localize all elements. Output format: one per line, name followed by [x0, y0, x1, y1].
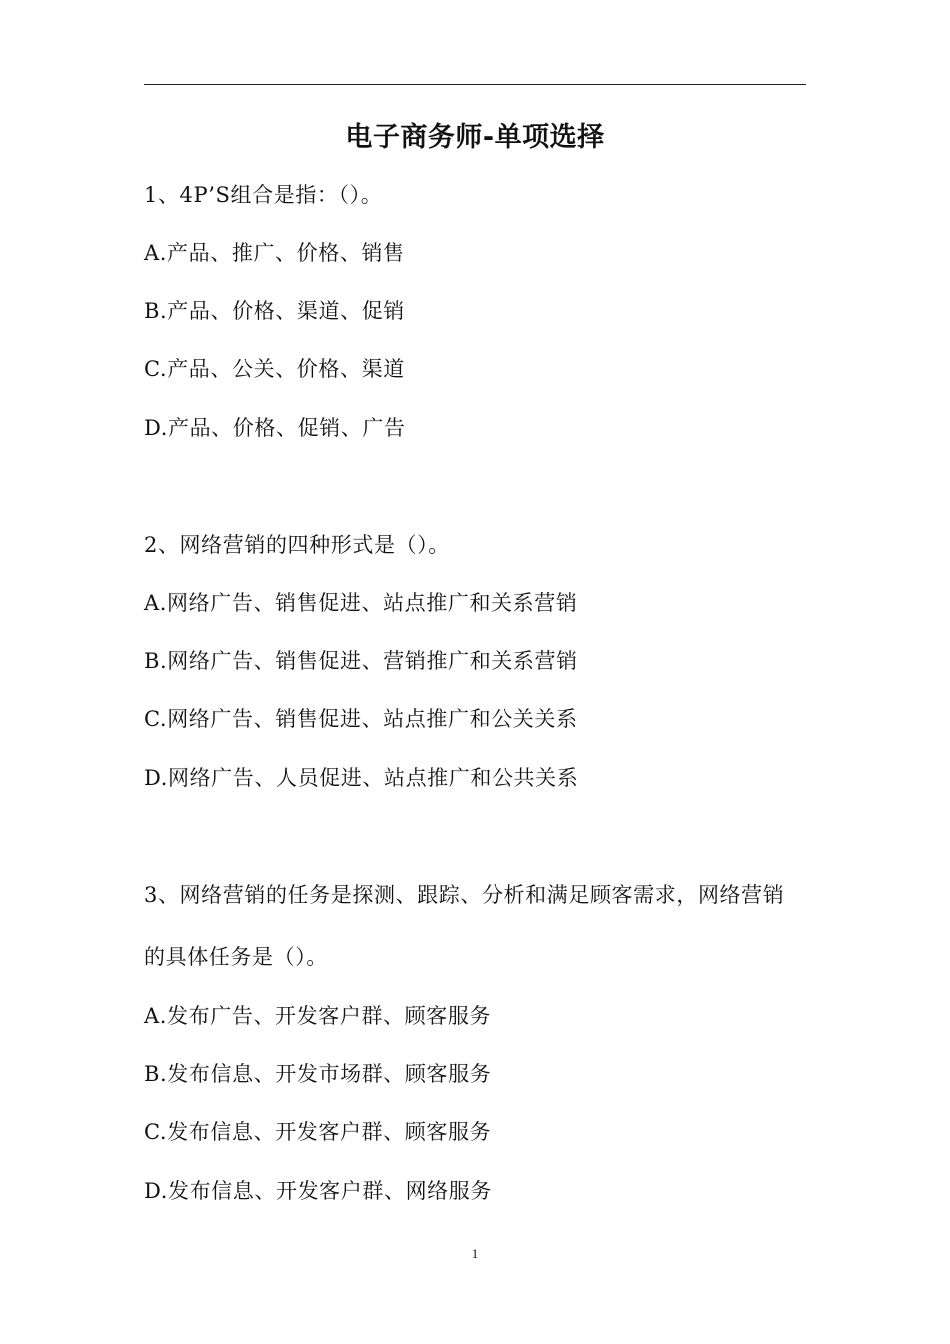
- question-2-option-c: C.网络广告、销售促进、站点推广和公关关系: [144, 707, 578, 731]
- question-1-option-b: B.产品、价格、渠道、促销: [144, 299, 405, 323]
- question-3-option-b: B.发布信息、开发市场群、顾客服务: [144, 1062, 492, 1086]
- question-1-stem: 1、4P’S组合是指：（）。: [144, 183, 383, 207]
- question-3-stem-line-1: 3、网络营销的任务是探测、跟踪、分析和满足顾客需求，网络营销: [144, 883, 785, 907]
- header-rule: [144, 84, 806, 85]
- question-2-option-b: B.网络广告、销售促进、营销推广和关系营销: [144, 649, 578, 673]
- question-2-option-a: A.网络广告、销售促进、站点推广和关系营销: [144, 591, 578, 615]
- question-3-option-d: D.发布信息、开发客户群、网络服务: [144, 1179, 492, 1203]
- question-3-stem-line-2: 的具体任务是（）。: [144, 945, 328, 969]
- question-1-option-c: C.产品、公关、价格、渠道: [144, 357, 405, 381]
- question-3-option-a: A.发布广告、开发客户群、顾客服务: [144, 1004, 492, 1028]
- question-1-option-d: D.产品、价格、促销、广告: [144, 416, 406, 440]
- question-2-stem: 2、网络营销的四种形式是（）。: [144, 533, 450, 557]
- page-number: 1: [471, 1246, 479, 1261]
- question-2-option-d: D.网络广告、人员促进、站点推广和公共关系: [144, 766, 579, 790]
- question-1-option-a: A.产品、推广、价格、销售: [144, 241, 405, 265]
- question-3-option-c: C.发布信息、开发客户群、顾客服务: [144, 1120, 492, 1144]
- page-title: 电子商务师-单项选择: [345, 122, 605, 153]
